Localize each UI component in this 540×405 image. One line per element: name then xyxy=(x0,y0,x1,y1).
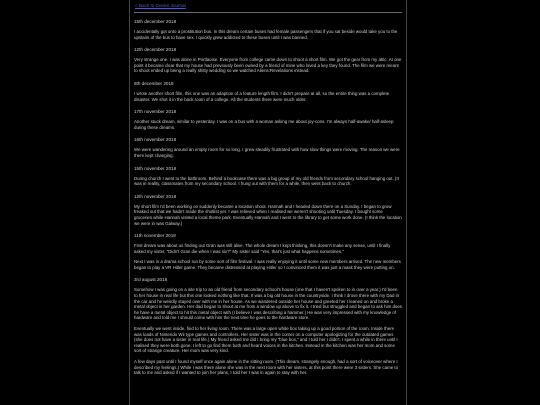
entry-date: 11th november 2018 xyxy=(134,233,176,239)
entry-text: First dream was about us finding out Gran was still alive. The whole dream I kept thinking, this doesn't make any sense, until I finally asked my sister, "Didn't Gran die when I was six?" My sister said "Yes, that's just what happens sometimes." xyxy=(134,243,391,254)
entry-date: 17th november 2018 xyxy=(134,109,177,115)
entry-text: I accidentally got onto a prostitution bus. In this dream certain buses had female passengers that if you sat beside would take you to the upstairs of the bus to have sex. I quickly grew addicted to these buses until I was banned. xyxy=(134,29,398,40)
entry-text: Very strange one. I was alone in Portlaoise. Everyone from college came down to shoot a short film. We got the gear from my attic. At one point it became clear that my house had previously been owned by a friend of mine who loved a key they found. The film we were meant to shoot ended up being a really shitty wedding so we watched Aliens:Revelations instead. xyxy=(134,57,402,74)
header-divider xyxy=(134,12,402,13)
entry-date: 12th november 2018 xyxy=(134,193,177,199)
entry-date: 8th december 2018 xyxy=(134,80,174,86)
back-link[interactable]: < Back to Dream Journal xyxy=(135,3,186,8)
journal-entry xyxy=(134,233,402,270)
journal-entry xyxy=(134,166,402,187)
journal-entry xyxy=(134,47,402,74)
journal-content-column xyxy=(129,0,407,405)
entry-text: My short film I'd been working on suddenly became a location shoot. Hannah and I headed down there on a Sunday. I began to grow freaked out that we hadn't made the shotlist yet. I was relieved when I realised we weren't shooting until Tuesday. I bought some groceries while Hannah visited a local theme park. Eventually Hannah and I went to the library to get some work done. (I think the location we were in was Galway.) xyxy=(134,203,402,226)
entry-text: A few days past until I found myself once again alone in the sitting room. (This dream, strangely enough, had a sort of voiceover where I described my feelings.) While I was there alone she was in the next room with her sisters, at this point there were 3 sisters. She came to talk to me and asked if I wanted to join her plans, I told her I was in again to stay with her. xyxy=(134,359,399,376)
entry-text: Eventually we went inside, find to her living room. There was a large open white box taking up a good portion of the room. Inside there was loads of Nintendo Wii type games and controllers. Her sister was in the corner on a computer apologizing for the outdated games (she does not have a sister in real life.) My friend asked me did I bring my "blue box," and I told her I didn't. I spent a while in there until I realised they were both gone. I left to go find them both and heard voices in the kitchen. Instead in the kitchen was her mom and some sort of strange creature. Her mom was very kind. xyxy=(134,326,398,354)
entries-list xyxy=(134,19,402,376)
entry-text: During church I went to the bathroom. Behind a bookcase there was a big group of my old friends from secondary school hanging out. (It was in reality, classmates from my secondary school. I hung out with them for a while, then went back to church. xyxy=(134,175,399,187)
entry-date: 15th november 2018 xyxy=(134,165,177,171)
entry-text: I wrote another short film, this one was an adaption of a feature length film. I didn't prepare at all, so the entire thing was a complete disaster. We shot it in the back room of a college. All the students there were much older. xyxy=(134,90,390,102)
journal-entry xyxy=(134,19,402,40)
journal-entry xyxy=(134,194,402,226)
entry-text: Somehow I was going on a site trip to an old friend from secondary school's house (one that I haven't spoken to in over a year.) I'd been to her house in real life but this one looked nothing like that. It was a big old house in the countryside. I think I drove there with my Dad in the car and he weirdly stayed over with me in her house. As we wandered outside her house and greeted her I leaned on and broke a metal object in her garden. Her dad began to shout at me from a window up above to fix it. I tried but struggled and began to ask him does he have a metal object to hit this metal object with (I believe I was describing a hammer.) He was very impressed with my knowledge of hardware and told me I should come with him the next time he goes to the hardware store. xyxy=(134,287,402,321)
journal-entry xyxy=(134,81,402,102)
entry-date: 3rd august 2018 xyxy=(134,277,168,283)
entry-date: 12th december 2018 xyxy=(134,47,177,53)
entry-date: 15th december 2018 xyxy=(134,19,177,24)
entry-text: Another stuck dream, similar to yesterday. I was on a bus with a woman asking me about joy-cons. I'm always half-awake/ half-asleep during these dreams. xyxy=(134,119,394,130)
journal-entry xyxy=(134,137,402,158)
entry-text: Next I was in a drama school run by some sort of film festival. I was really enjoying it until some new members arrived. The new members began to play a VR Hitler game. They became distressed at playing Hitler so I convinced them it was just a mask they were putting on. xyxy=(134,259,401,270)
journal-entry xyxy=(134,109,402,130)
journal-entry xyxy=(134,277,402,375)
entry-date: 16th november 2018 xyxy=(134,137,177,143)
entry-text: We were wandering around an empty room for so long. I grew steadily frustrated with how slow things were moving. The reason we were there kept changing. xyxy=(134,147,400,158)
